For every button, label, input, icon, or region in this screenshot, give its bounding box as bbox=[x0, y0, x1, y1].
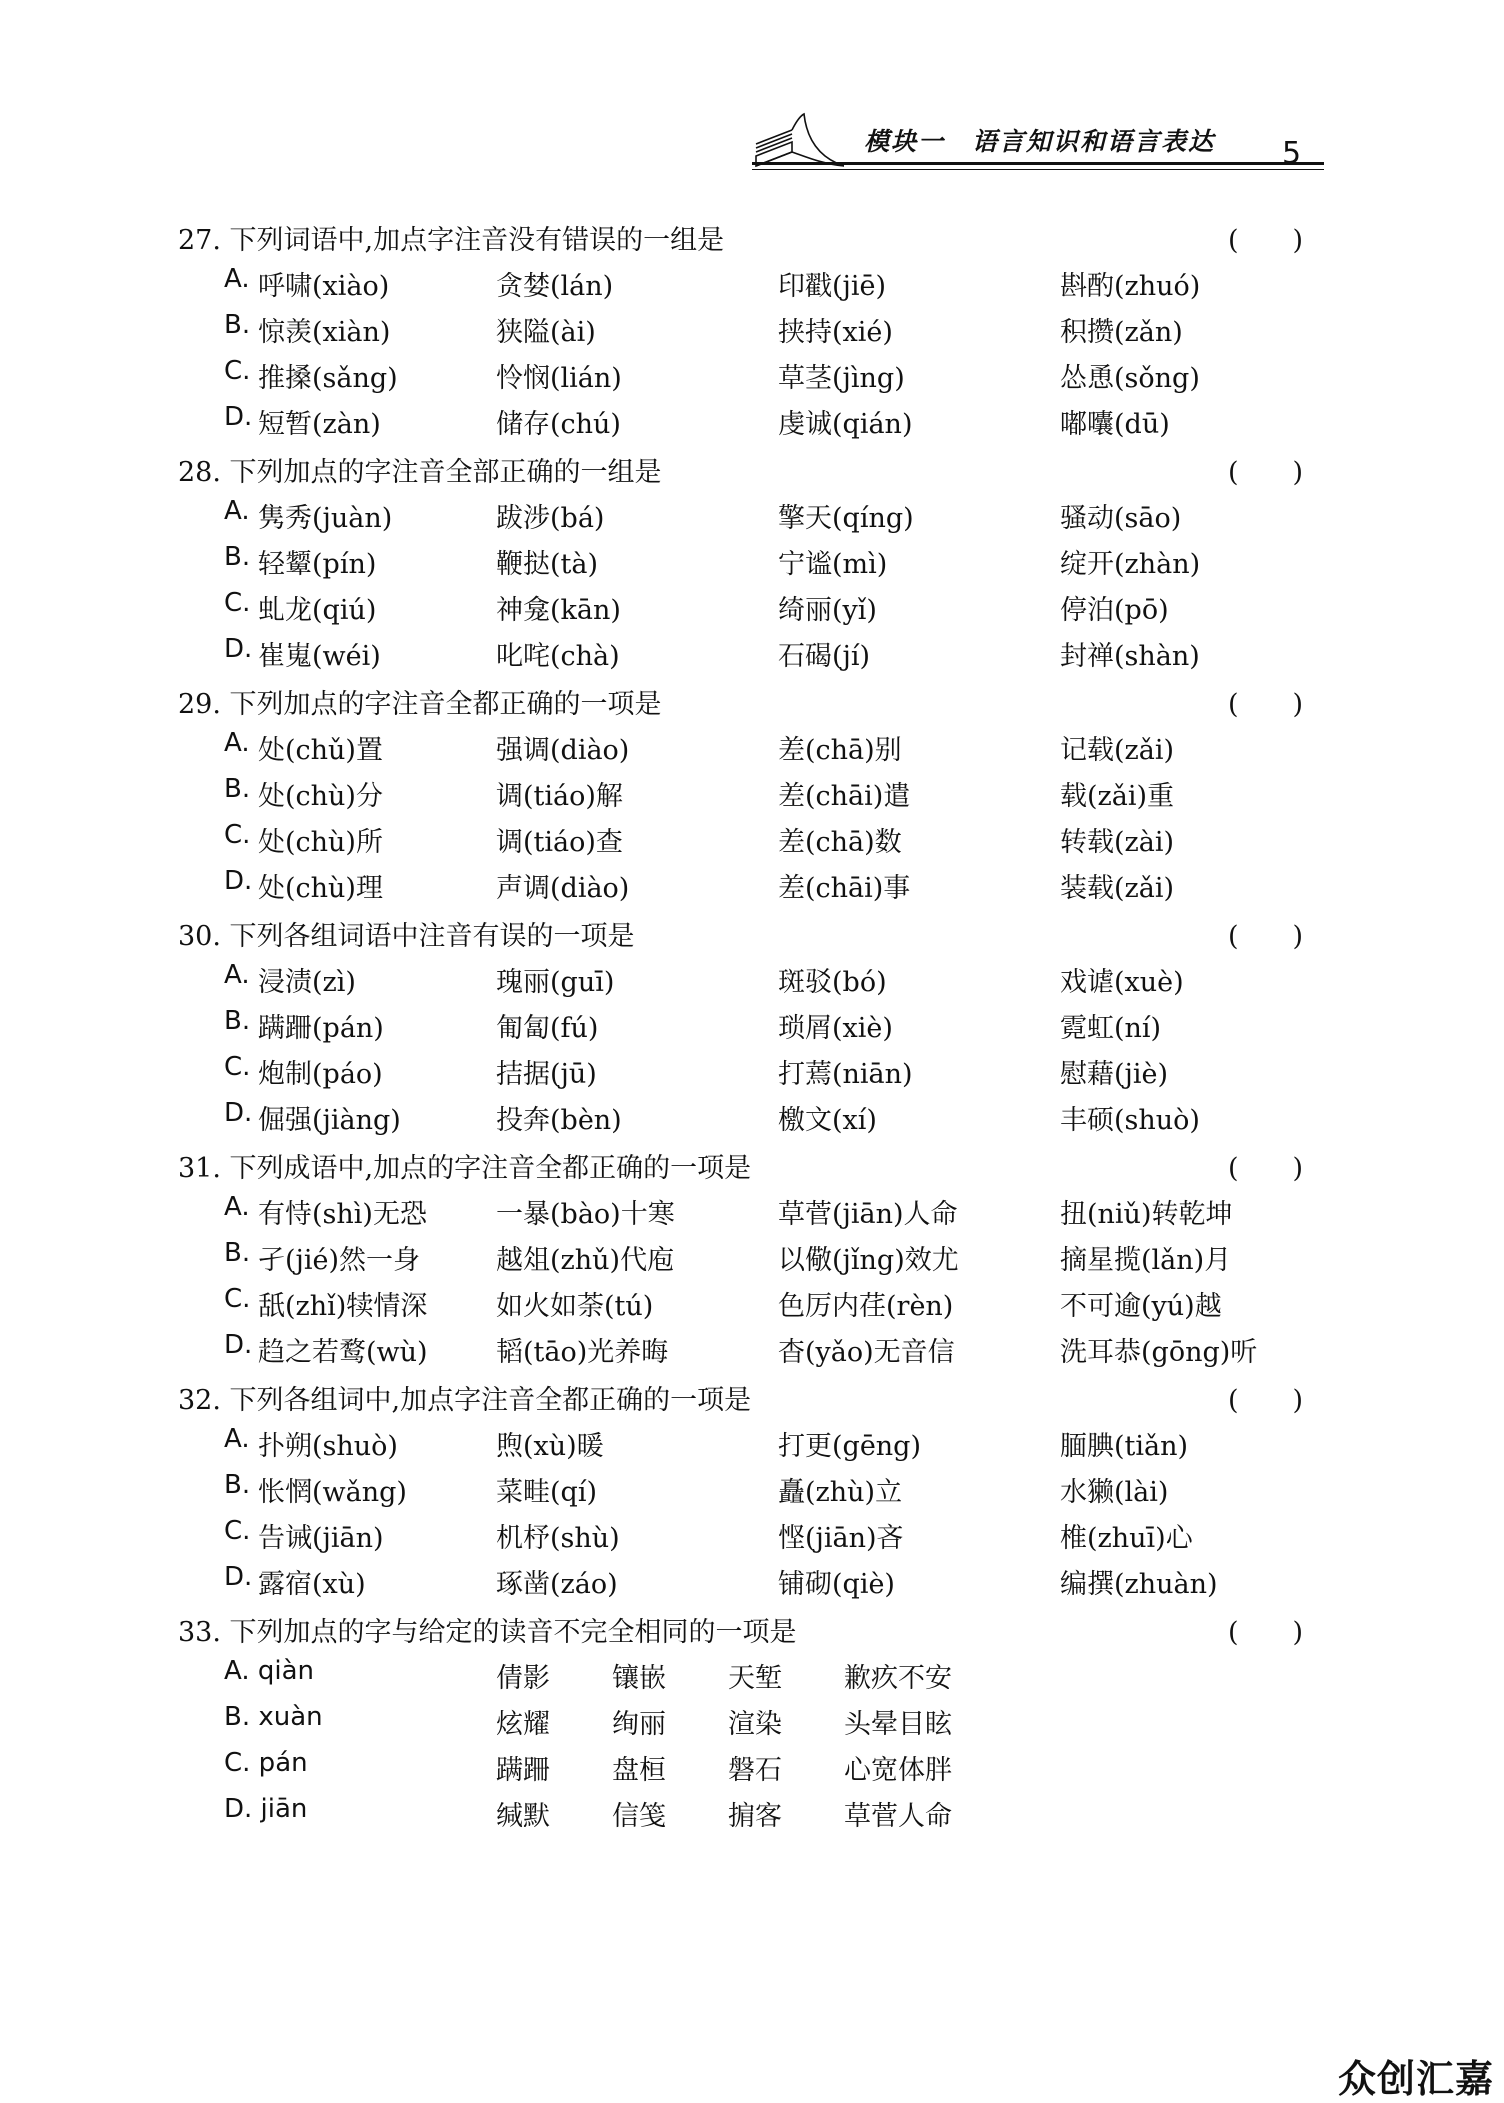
option-item: 一暴(bào)十寒 bbox=[496, 1199, 675, 1230]
option-item: 舐(zhǐ)犊情深 bbox=[258, 1291, 428, 1322]
option-letter: D. jiān bbox=[224, 1794, 308, 1824]
option-item: 倔强(jiàng) bbox=[258, 1105, 401, 1136]
option-item: 悭(jiān)吝 bbox=[778, 1523, 904, 1554]
option-item: 丰硕(shuò) bbox=[1060, 1105, 1200, 1136]
option-c bbox=[0, 588, 1504, 628]
option-item: 挟持(xié) bbox=[778, 317, 893, 348]
page-number: 5 bbox=[1282, 136, 1302, 171]
option-item: 椎(zhuī)心 bbox=[1060, 1523, 1193, 1554]
option-item: 戏谑(xuè) bbox=[1060, 967, 1184, 998]
page-header bbox=[752, 108, 1324, 178]
option-item: 虔诚(qián) bbox=[778, 409, 913, 440]
option-item: 炮制(páo) bbox=[258, 1059, 383, 1090]
option-item: 如火如荼(tú) bbox=[496, 1291, 654, 1322]
option-item: 摘星揽(lǎn)月 bbox=[1060, 1245, 1232, 1276]
option-c bbox=[0, 1052, 1504, 1092]
option-item: 檄文(xí) bbox=[778, 1105, 877, 1136]
option-item: 强调(diào) bbox=[496, 735, 630, 766]
option-letter: B. bbox=[224, 1238, 251, 1268]
option-letter: C. bbox=[224, 1284, 251, 1314]
option-c bbox=[0, 1748, 1504, 1788]
option-c bbox=[0, 356, 1504, 396]
option-item: 处(chù)分 bbox=[258, 781, 383, 812]
option-letter: A. bbox=[224, 1424, 250, 1454]
option-item: 水獭(lài) bbox=[1060, 1477, 1169, 1508]
option-item: 储存(chú) bbox=[496, 409, 621, 440]
option-item: 鞭挞(tà) bbox=[496, 549, 599, 580]
option-item: 草菅人命 bbox=[844, 1801, 952, 1832]
option-letter: A. bbox=[224, 1192, 250, 1222]
option-b bbox=[0, 1006, 1504, 1046]
option-b bbox=[0, 542, 1504, 582]
option-item: 炫耀 bbox=[496, 1709, 550, 1740]
answer-blank: ( ) bbox=[1228, 1385, 1304, 1416]
option-item: 差(chāi)遣 bbox=[778, 781, 911, 812]
option-item: 怅惘(wǎng) bbox=[258, 1477, 407, 1508]
option-letter: A. qiàn bbox=[224, 1656, 314, 1686]
option-letter: C. bbox=[224, 356, 251, 386]
option-item: 拮据(jū) bbox=[496, 1059, 597, 1090]
option-item: 天堑 bbox=[728, 1663, 782, 1694]
option-d bbox=[0, 1562, 1504, 1602]
answer-blank: ( ) bbox=[1228, 225, 1304, 256]
option-item: 匍匐(fú) bbox=[496, 1013, 599, 1044]
option-letter: B. xuàn bbox=[224, 1702, 323, 1732]
option-item: 打更(gēng) bbox=[778, 1431, 922, 1462]
option-letter: D. bbox=[224, 866, 253, 896]
option-item: 扑朔(shuò) bbox=[258, 1431, 398, 1462]
answer-blank: ( ) bbox=[1228, 457, 1304, 488]
option-item: 差(chā)别 bbox=[778, 735, 902, 766]
option-item: 神龛(kān) bbox=[496, 595, 621, 626]
option-item: 声调(diào) bbox=[496, 873, 630, 904]
answer-blank: ( ) bbox=[1228, 921, 1304, 952]
option-item: 斑驳(bó) bbox=[778, 967, 887, 998]
option-letter: D. bbox=[224, 634, 253, 664]
option-item: 掮客 bbox=[728, 1801, 782, 1832]
option-a bbox=[0, 960, 1504, 1000]
option-item: 草茎(jìng) bbox=[778, 363, 905, 394]
option-item: 封禅(shàn) bbox=[1060, 641, 1200, 672]
option-item: 矗(zhù)立 bbox=[778, 1477, 903, 1508]
option-item: 推搡(sǎng) bbox=[258, 363, 398, 394]
question-stem: 32. 下列各组词中,加点字注音全都正确的一项是 bbox=[178, 1385, 752, 1416]
option-a bbox=[0, 728, 1504, 768]
option-d bbox=[0, 1330, 1504, 1370]
option-item: 叱咤(chà) bbox=[496, 641, 620, 672]
option-item: 处(chù)所 bbox=[258, 827, 383, 858]
option-letter: A. bbox=[224, 728, 250, 758]
option-a bbox=[0, 264, 1504, 304]
question-stem: 28. 下列加点的字注音全部正确的一组是 bbox=[178, 457, 662, 488]
option-item: 镶嵌 bbox=[612, 1663, 666, 1694]
option-item: 霓虹(ní) bbox=[1060, 1013, 1162, 1044]
option-item: 琢凿(záo) bbox=[496, 1569, 618, 1600]
option-letter: B. bbox=[224, 774, 251, 804]
option-item: 绮丽(yǐ) bbox=[778, 595, 877, 626]
option-letter: C. bbox=[224, 588, 251, 618]
option-item: 编撰(zhuàn) bbox=[1060, 1569, 1218, 1600]
option-item: 处(chù)理 bbox=[258, 873, 383, 904]
option-a bbox=[0, 496, 1504, 536]
option-item: 蹒跚(pán) bbox=[258, 1013, 384, 1044]
option-d bbox=[0, 402, 1504, 442]
option-letter: B. bbox=[224, 310, 251, 340]
option-b bbox=[0, 1702, 1504, 1742]
option-item: 腼腆(tiǎn) bbox=[1060, 1431, 1189, 1462]
option-letter: D. bbox=[224, 402, 253, 432]
option-letter: C. bbox=[224, 820, 251, 850]
option-item: 扭(niǔ)转乾坤 bbox=[1060, 1199, 1233, 1230]
option-item: 铺砌(qiè) bbox=[778, 1569, 895, 1600]
option-item: 以儆(jǐng)效尤 bbox=[778, 1245, 959, 1276]
option-item: 趋之若鹜(wù) bbox=[258, 1337, 428, 1368]
option-item: 歉疚不安 bbox=[844, 1663, 952, 1694]
option-item: 越俎(zhǔ)代庖 bbox=[496, 1245, 675, 1276]
option-item: 渲染 bbox=[728, 1709, 782, 1740]
option-b bbox=[0, 1470, 1504, 1510]
option-item: 杳(yǎo)无音信 bbox=[778, 1337, 955, 1368]
answer-blank: ( ) bbox=[1228, 1153, 1304, 1184]
option-item: 差(chā)数 bbox=[778, 827, 902, 858]
option-letter: C. bbox=[224, 1516, 251, 1546]
option-item: 露宿(xù) bbox=[258, 1569, 366, 1600]
option-item: 心宽体胖 bbox=[844, 1755, 952, 1786]
question-stem: 30. 下列各组词语中注音有误的一项是 bbox=[178, 921, 635, 952]
option-item: 绽开(zhàn) bbox=[1060, 549, 1201, 580]
option-letter: C. bbox=[224, 1052, 251, 1082]
header-rule bbox=[752, 162, 1324, 165]
option-item: 慰藉(jiè) bbox=[1060, 1059, 1169, 1090]
option-c bbox=[0, 1284, 1504, 1324]
option-item: 调(tiáo)查 bbox=[496, 827, 623, 858]
option-letter: B. bbox=[224, 542, 251, 572]
option-item: 磐石 bbox=[728, 1755, 782, 1786]
option-item: 孑(jié)然一身 bbox=[258, 1245, 421, 1276]
option-item: 停泊(pō) bbox=[1060, 595, 1169, 626]
option-item: 载(zǎi)重 bbox=[1060, 781, 1175, 812]
option-item: 盘桓 bbox=[612, 1755, 666, 1786]
option-item: 煦(xù)暖 bbox=[496, 1431, 604, 1462]
option-letter: B. bbox=[224, 1470, 251, 1500]
option-letter: A. bbox=[224, 264, 250, 294]
question-stem: 31. 下列成语中,加点的字注音全都正确的一项是 bbox=[178, 1153, 752, 1184]
question-stem: 33. 下列加点的字与给定的读音不完全相同的一项是 bbox=[178, 1617, 797, 1648]
option-item: 瑰丽(guī) bbox=[496, 967, 615, 998]
option-item: 投奔(bèn) bbox=[496, 1105, 622, 1136]
option-letter: D. bbox=[224, 1330, 253, 1360]
option-item: 菜畦(qí) bbox=[496, 1477, 597, 1508]
option-c bbox=[0, 1516, 1504, 1556]
option-b bbox=[0, 774, 1504, 814]
option-letter: A. bbox=[224, 496, 250, 526]
header-rule-thin bbox=[752, 169, 1324, 170]
option-item: 隽秀(juàn) bbox=[258, 503, 393, 534]
option-item: 不可逾(yú)越 bbox=[1060, 1291, 1222, 1322]
option-letter: D. bbox=[224, 1562, 253, 1592]
option-item: 洗耳恭(gōng)听 bbox=[1060, 1337, 1258, 1368]
option-letter: C. pán bbox=[224, 1748, 308, 1778]
option-letter: A. bbox=[224, 960, 250, 990]
header-title: 模块一 语言知识和语言表达 bbox=[864, 127, 1216, 156]
option-item: 记载(zǎi) bbox=[1060, 735, 1175, 766]
option-item: 跋涉(bá) bbox=[496, 503, 605, 534]
option-item: 蹒跚 bbox=[496, 1755, 550, 1786]
option-item: 印戳(jiē) bbox=[778, 271, 887, 302]
option-item: 差(chāi)事 bbox=[778, 873, 911, 904]
option-item: 调(tiáo)解 bbox=[496, 781, 623, 812]
option-letter: D. bbox=[224, 1098, 253, 1128]
option-item: 狭隘(ài) bbox=[496, 317, 596, 348]
option-d bbox=[0, 866, 1504, 906]
answer-blank: ( ) bbox=[1228, 1617, 1304, 1648]
option-item: 绚丽 bbox=[612, 1709, 666, 1740]
option-item: 韬(tāo)光养晦 bbox=[496, 1337, 669, 1368]
question-stem: 27. 下列词语中,加点字注音没有错误的一组是 bbox=[178, 225, 725, 256]
option-item: 嘟囔(dū) bbox=[1060, 409, 1170, 440]
option-item: 打蔫(niān) bbox=[778, 1059, 913, 1090]
option-c bbox=[0, 820, 1504, 860]
option-item: 宁谧(mì) bbox=[778, 549, 888, 580]
option-item: 轻颦(pín) bbox=[258, 549, 377, 580]
option-item: 色厉内荏(rèn) bbox=[778, 1291, 954, 1322]
option-item: 贪婪(lán) bbox=[496, 271, 614, 302]
option-item: 转载(zài) bbox=[1060, 827, 1175, 858]
option-item: 怜悯(lián) bbox=[496, 363, 622, 394]
watermark: 众创汇嘉 bbox=[1338, 2057, 1495, 2101]
option-item: 骚动(sāo) bbox=[1060, 503, 1182, 534]
option-item: 告诫(jiān) bbox=[258, 1523, 384, 1554]
option-item: 信笺 bbox=[612, 1801, 666, 1832]
option-item: 虬龙(qiú) bbox=[258, 595, 377, 626]
option-item: 机杼(shù) bbox=[496, 1523, 620, 1554]
option-item: 崔嵬(wéi) bbox=[258, 641, 381, 672]
option-d bbox=[0, 1098, 1504, 1138]
option-b bbox=[0, 1238, 1504, 1278]
option-item: 石碣(jí) bbox=[778, 641, 871, 672]
option-item: 有恃(shì)无恐 bbox=[258, 1199, 427, 1230]
option-item: 处(chǔ)置 bbox=[258, 735, 383, 766]
option-item: 惊羡(xiàn) bbox=[258, 317, 391, 348]
option-a bbox=[0, 1192, 1504, 1232]
open-book-icon bbox=[752, 112, 844, 176]
option-b bbox=[0, 310, 1504, 350]
option-letter: B. bbox=[224, 1006, 251, 1036]
option-item: 草菅(jiān)人命 bbox=[778, 1199, 958, 1230]
option-item: 浸渍(zì) bbox=[258, 967, 356, 998]
option-d bbox=[0, 1794, 1504, 1834]
question-stem: 29. 下列加点的字注音全都正确的一项是 bbox=[178, 689, 662, 720]
option-item: 缄默 bbox=[496, 1801, 550, 1832]
option-item: 斟酌(zhuó) bbox=[1060, 271, 1201, 302]
option-a bbox=[0, 1656, 1504, 1696]
option-item: 倩影 bbox=[496, 1663, 550, 1694]
option-item: 短暂(zàn) bbox=[258, 409, 381, 440]
option-item: 擎天(qíng) bbox=[778, 503, 914, 534]
option-item: 琐屑(xiè) bbox=[778, 1013, 893, 1044]
option-item: 怂恿(sǒng) bbox=[1060, 363, 1200, 394]
option-item: 装载(zǎi) bbox=[1060, 873, 1175, 904]
option-a bbox=[0, 1424, 1504, 1464]
option-item: 呼啸(xiào) bbox=[258, 271, 390, 302]
option-item: 积攒(zǎn) bbox=[1060, 317, 1183, 348]
option-item: 头晕目眩 bbox=[844, 1709, 952, 1740]
answer-blank: ( ) bbox=[1228, 689, 1304, 720]
option-d bbox=[0, 634, 1504, 674]
